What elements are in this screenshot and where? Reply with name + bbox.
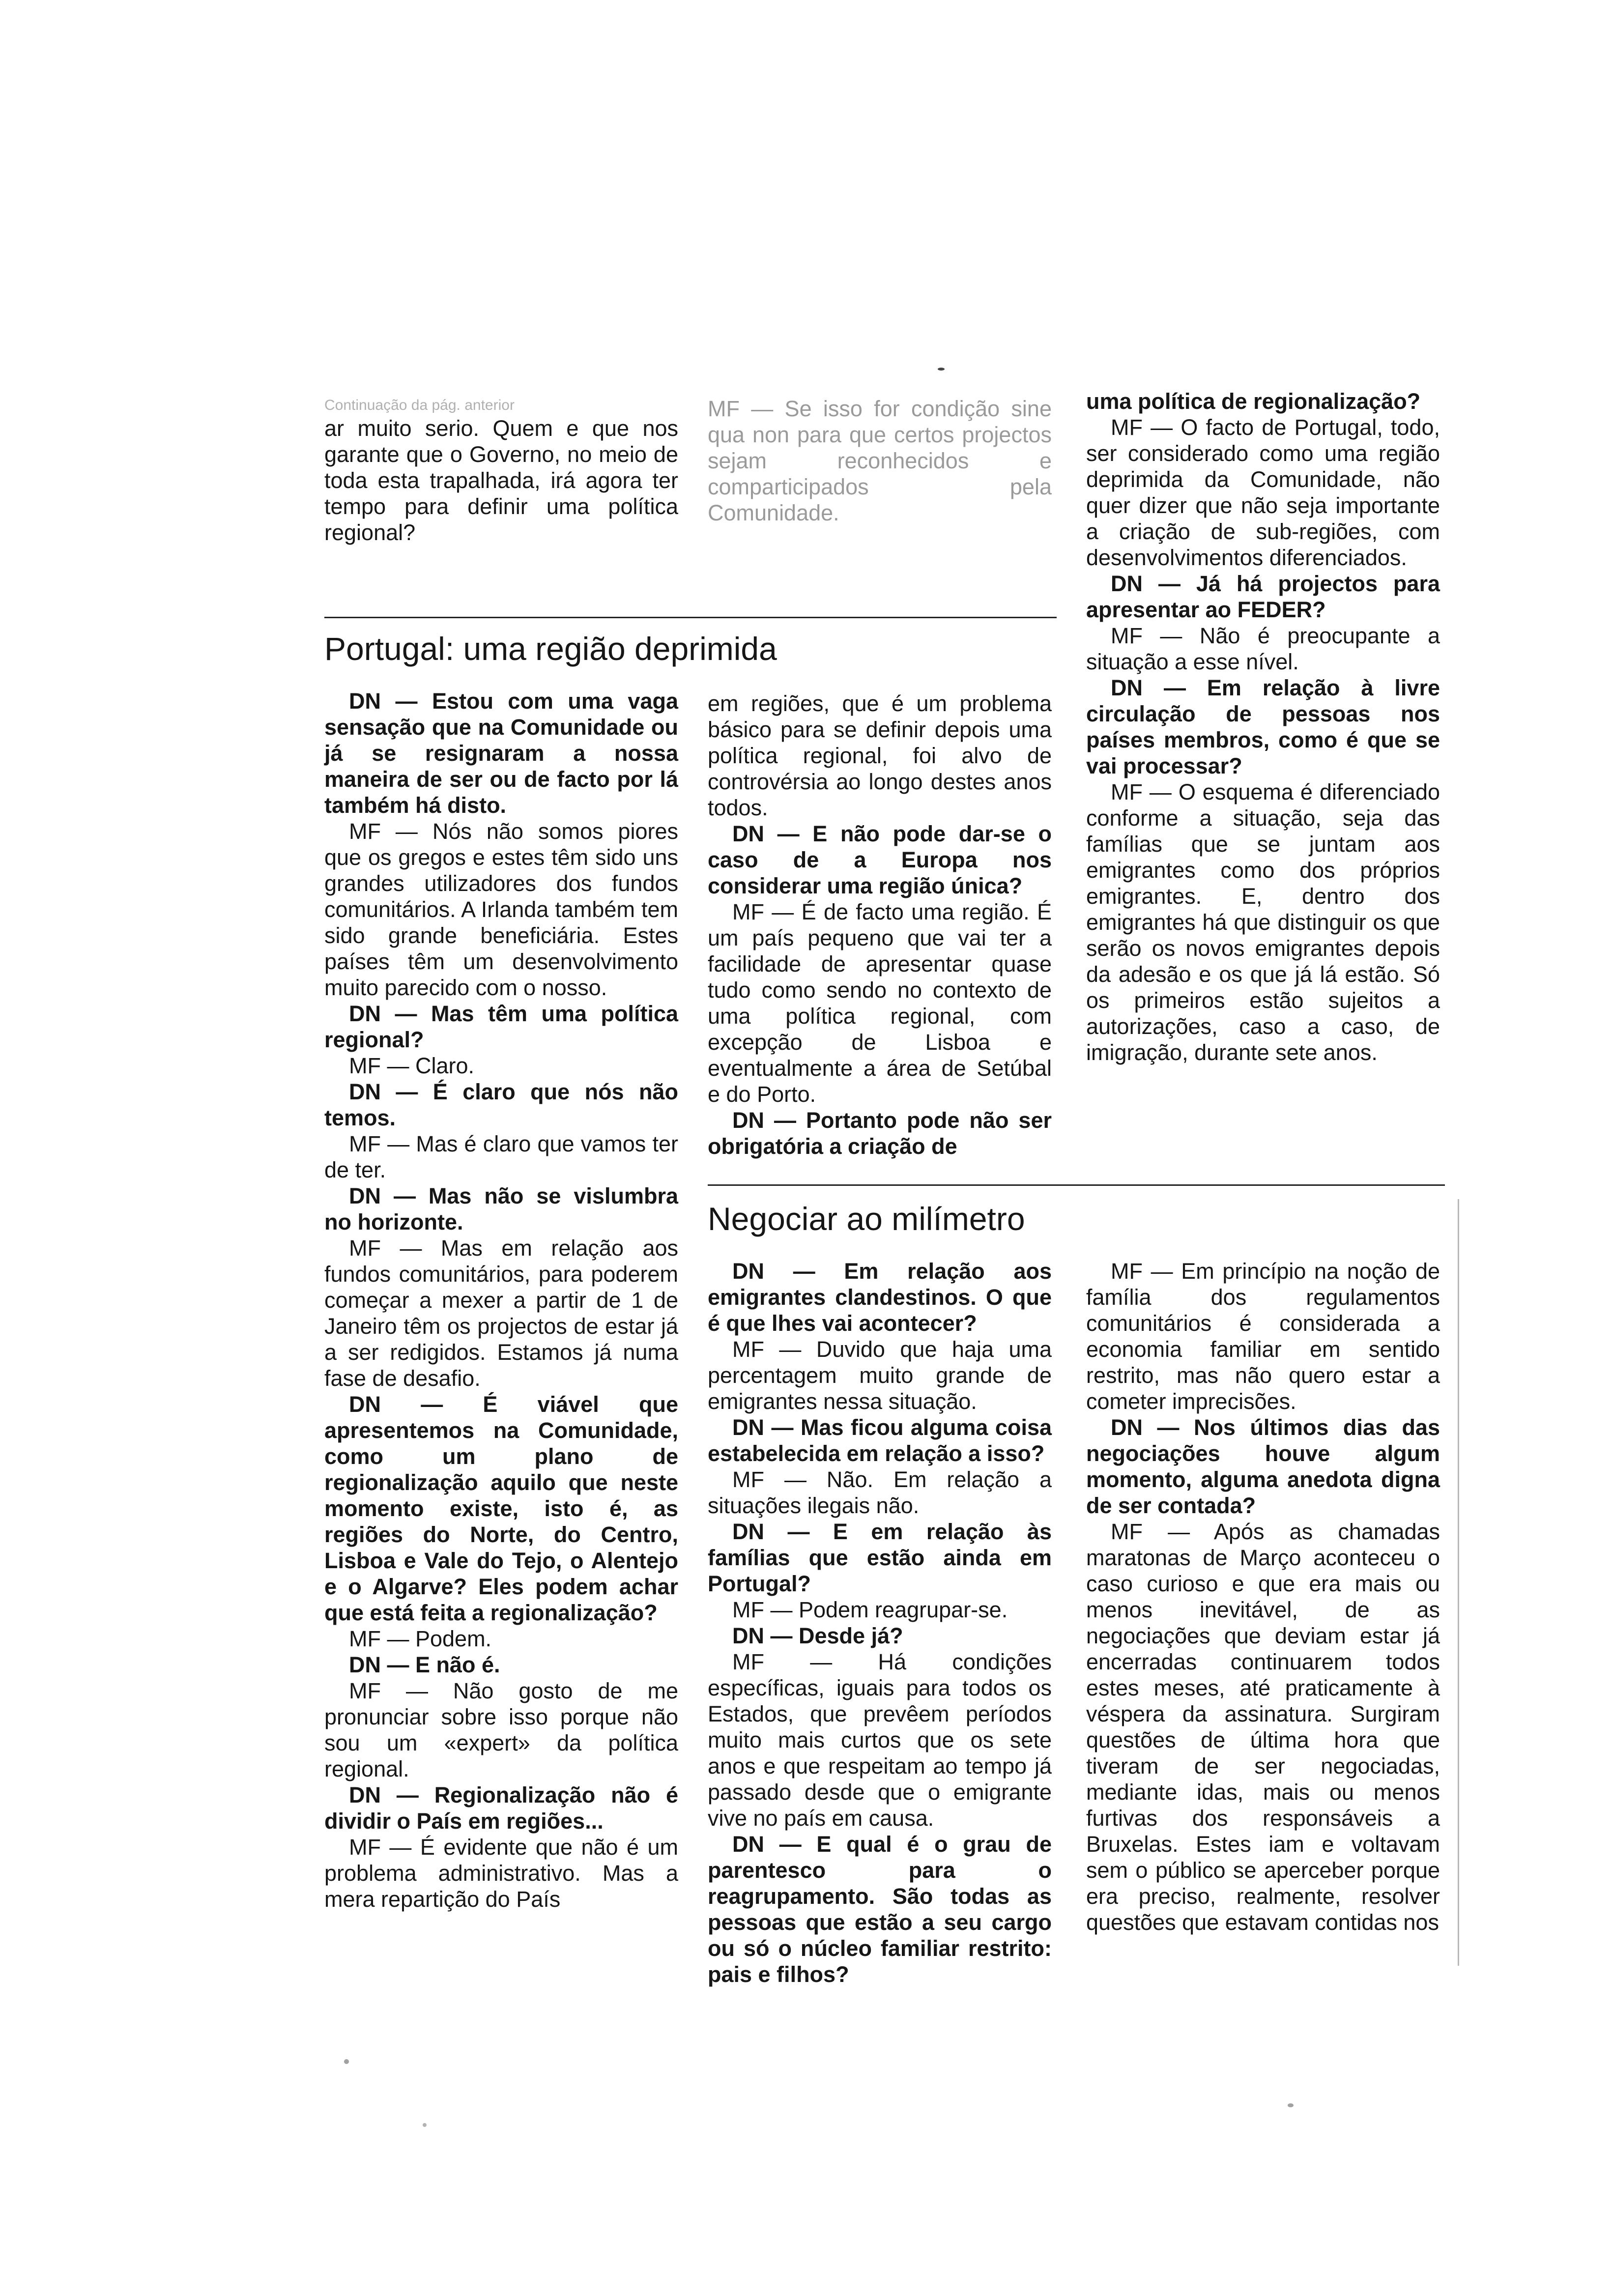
section-divider-2 (708, 1184, 1445, 1186)
scan-speck (423, 2123, 427, 2127)
interview-question: DN — Mas têm uma política regional? (324, 1001, 678, 1052)
interview-answer: MF — Não gosto de me pronunciar sobre isso porque não sou um «expert» da política regional. (324, 1678, 678, 1781)
interview-answer: MF — Não. Em relação a situações ilegais não. (708, 1467, 1052, 1518)
section1-column2 (708, 690, 1052, 1159)
section1-column1 (324, 688, 678, 1912)
interview-answer: MF — Não é preocupante a situação a esse nível. (1086, 623, 1440, 674)
section-heading-negociar: Negociar ao milímetro (708, 1201, 1025, 1237)
interview-answer: MF — Podem. (349, 1626, 492, 1651)
section-heading-portugal: Portugal: uma região deprimida (324, 631, 777, 667)
interview-question: DN — Nos últimos dias das negociações houve algum momento, alguma anedota digna de ser contada? (1086, 1415, 1440, 1518)
interview-question: DN — Em relação aos emigrantes clandestinos. O que é que lhes vai acontecer? (708, 1259, 1052, 1336)
interview-question: DN — E qual é o grau de parentesco para o reagrupamento. São todas as pessoas que estão a seu cargo ou só o núcleo familiar restrito: pais e filhos? (708, 1832, 1052, 1987)
interview-question: DN — Portanto pode não ser obrigatória a criação de (708, 1108, 1052, 1159)
interview-question: DN — É claro que nós não temos. (324, 1079, 678, 1130)
interview-question: DN — Estou com uma vaga sensação que na Comunidade ou já se resignaram a nossa maneira de ser ou de facto por lá também há disto. (324, 689, 678, 818)
interview-answer: MF — O esquema é diferenciado conforme a situação, seja das famílias que se juntam aos emigrantes como dos próprios emigrantes. E, dentro dos emigrantes há que distinguir os que serão os novos emigrantes depois da adesão e os que já lá estão. Só os primeiros estão sujeitos a autorizações, caso a caso, de imigração, durante sete anos. (1086, 779, 1440, 1065)
interview-answer: MF — O facto de Portugal, todo, ser considerado como uma região deprimida da Comunidade, não quer dizer que não seja importante a criação de sub-regiões, com desenvolvimentos diferenciados. (1086, 415, 1440, 570)
top-left-column (324, 396, 678, 545)
interview-answer: MF — Podem reagrupar-se. (732, 1597, 1008, 1622)
interview-answer: MF — Mas em relação aos fundos comunitários, para poderem começar a mexer a partir de 1 de Janeiro têm os projectos de estar já a ser redigidos. Estamos já numa fase de desafio. (324, 1235, 678, 1391)
interview-answer: MF — É evidente que não é um problema administrativo. Mas a mera repartição do País (324, 1835, 678, 1912)
interview-answer: MF — Nós não somos piores que os gregos e estes têm sido uns grandes utilizadores dos fundos comunitários. A Irlanda também tem sido grande beneficiária. Estes países têm um desenvolvimento muito parecido com o nosso. (324, 819, 678, 1000)
interview-answer: MF — Há condições específicas, iguais para todos os Estados, que prevêem períodos muito mais curtos que os sete anos e que respeitam ao tempo já passado desde que o emigrante vive no país em causa. (708, 1649, 1052, 1831)
interview-question: DN — E não é. (349, 1652, 500, 1677)
top-right-column (1086, 388, 1440, 1065)
interview-answer: MF — É de facto uma região. É um país pequeno que vai ter a facilidade de apresentar quase tudo como sendo no contexto de uma política regional, com excepção de Lisboa e eventualmente a área de Setúbal e do Porto. (708, 899, 1052, 1107)
interview-question: DN — Desde já? (732, 1623, 903, 1648)
interview-question: uma política de regionalização? (1086, 389, 1421, 414)
interview-answer: MF — Claro. (349, 1053, 475, 1078)
top-middle-column (708, 396, 1052, 526)
interview-question: DN — Mas ficou alguma coisa estabelecida em relação a isso? (708, 1415, 1052, 1466)
section2-column3 (1086, 1258, 1440, 1935)
interview-question: DN — É viável que apresentemos na Comunidade, como um plano de regionalização aquilo que neste momento existe, isto é, as regiões do Norte, do Centro, Lisboa e Vale do Tejo, o Alentejo e o Algarve? Eles podem achar que está feita a regionalização? (324, 1392, 678, 1625)
interview-question: DN — Regionalização não é dividir o País em regiões... (324, 1782, 678, 1834)
top-middle-paragraph: MF — Se isso for condição sine qua non para que certos projectos sejam reconhecidos e comparticipados pela Comunidade. (708, 396, 1052, 525)
scan-speck (344, 2059, 349, 2064)
interview-answer: em regiões, que é um problema básico para se definir depois uma política regional, foi alvo de controvérsia ao longo destes anos todos. (708, 691, 1052, 820)
interview-question: DN — Já há projectos para apresentar ao FEDER? (1086, 571, 1440, 622)
interview-question: DN — E não pode dar-se o caso de a Europa nos considerar uma região única? (708, 821, 1052, 898)
continuation-note: Continuação da pág. anterior (324, 397, 515, 413)
interview-answer: MF — Em princípio na noção de família dos regulamentos comunitários é considerada a economia familiar em sentido restrito, mas não quero estar a cometer imprecisões. (1086, 1259, 1440, 1414)
scan-speck (938, 368, 945, 371)
scan-speck (1288, 2103, 1294, 2107)
interview-answer: MF — Após as chamadas maratonas de Março aconteceu o caso curioso e que era mais ou menos inevitável, de as negociações que deviam estar já encerradas continuarem todos estes meses, até praticamente à véspera da assinatura. Surgiram questões de última hora que tiveram de ser negociadas, mediante idas, mais ou menos furtivas dos responsáveis a Bruxelas. Estes iam e voltavam sem o público se aperceber porque era preciso, realmente, resolver questões que estavam contidas nos (1086, 1519, 1440, 1935)
section2-column2 (708, 1258, 1052, 1987)
interview-question: DN — Mas não se vislumbra no horizonte. (324, 1183, 678, 1234)
interview-answer: MF — Duvido que haja uma percentagem muito grande de emigrantes nessa situação. (708, 1337, 1052, 1414)
top-left-paragraph: ar muito serio. Quem e que nos garante que o Governo, no meio de toda esta trapalhada, irá agora ter tempo para definir uma política regional? (324, 416, 678, 545)
margin-rule (1458, 1199, 1459, 1966)
section-divider (324, 617, 1057, 618)
interview-question: DN — E em relação às famílias que estão ainda em Portugal? (708, 1519, 1052, 1596)
interview-question: DN — Em relação à livre circulação de pessoas nos países membros, como é que se vai processar? (1086, 675, 1440, 778)
interview-answer: MF — Mas é claro que vamos ter de ter. (324, 1131, 678, 1182)
